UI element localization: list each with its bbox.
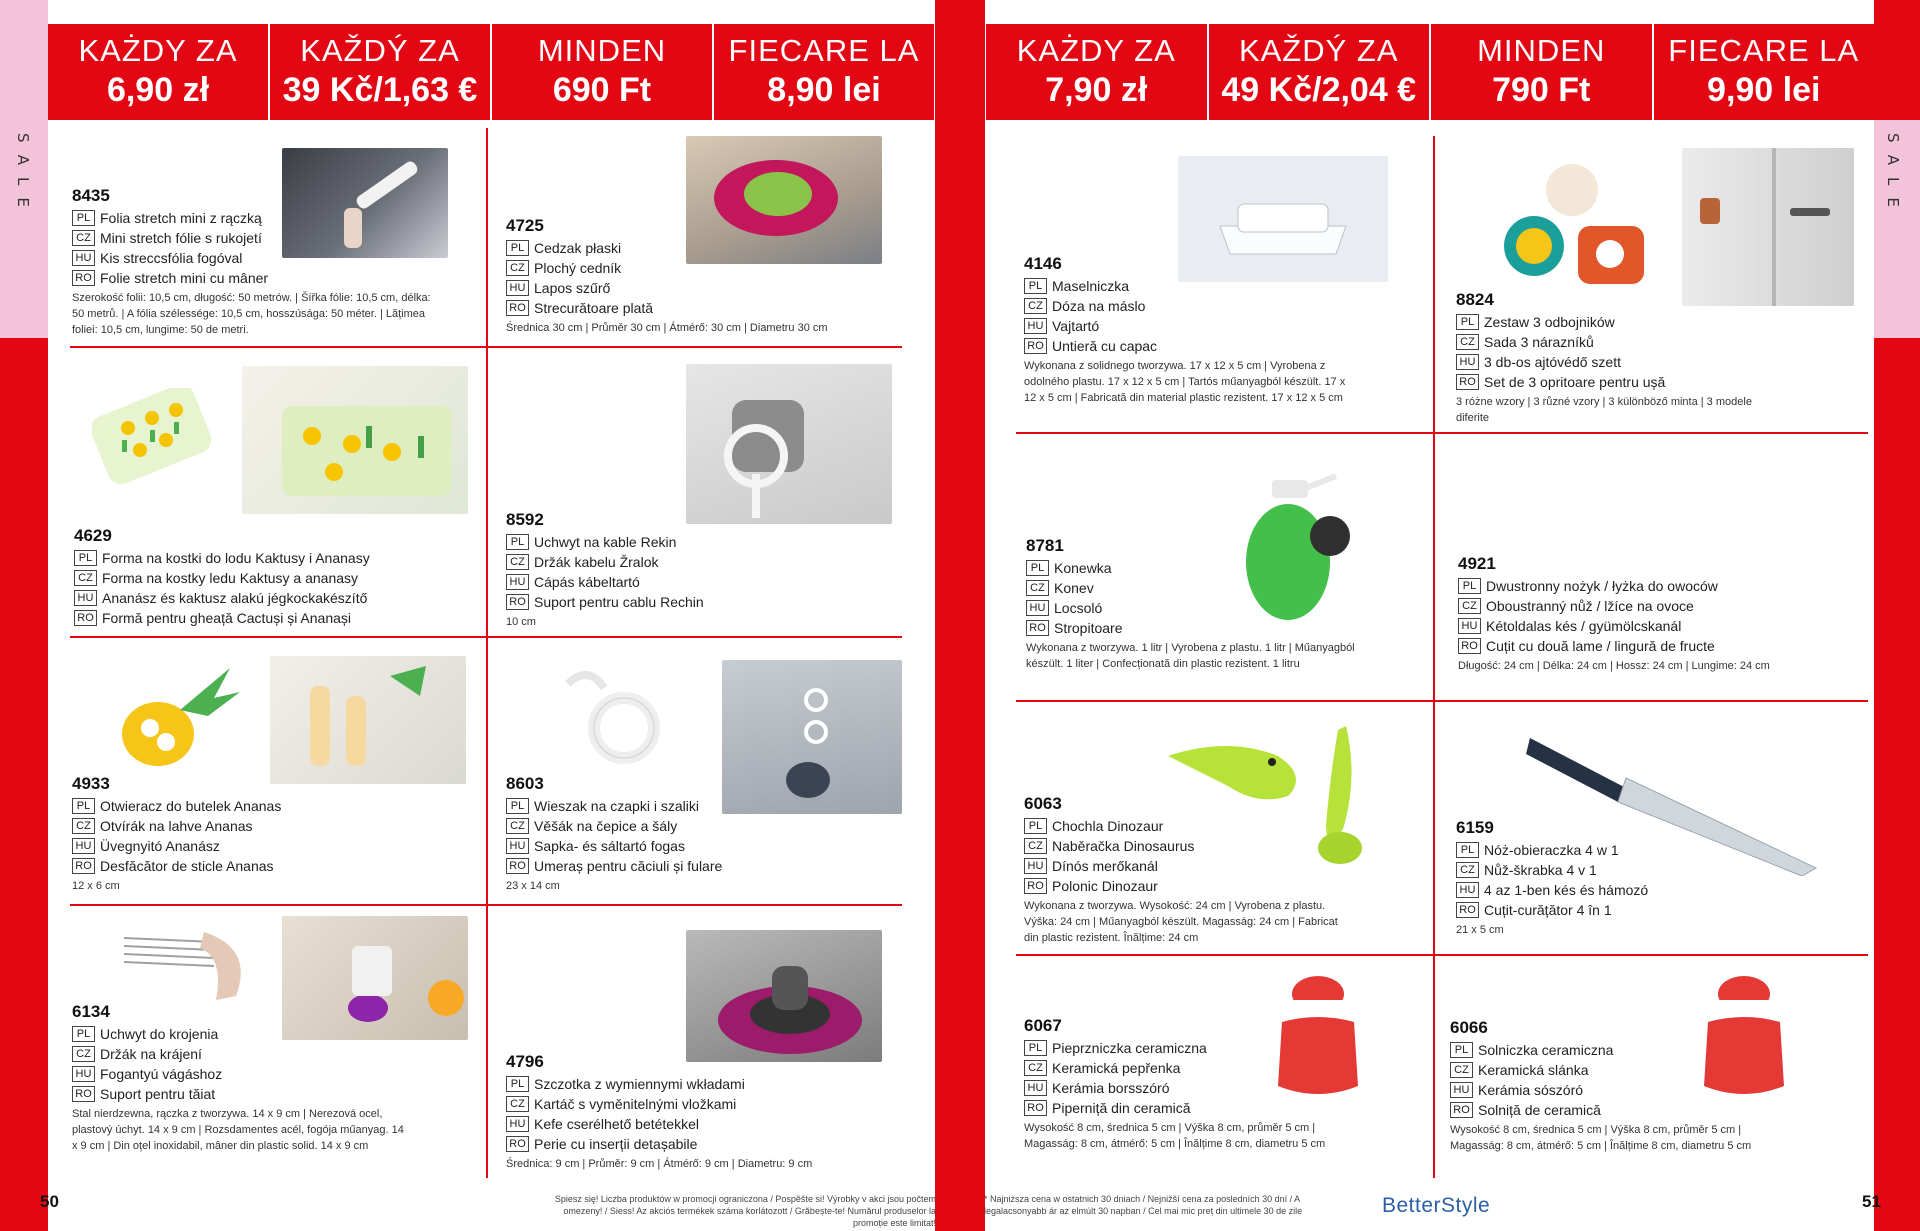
product-description: Średnica: 9 cm | Průměr: 9 cm | Átmérő: 9 cm | Diametru: 9 cm [506,1158,813,1170]
label-hu: HU Sapka- és sáltartó fogas [506,836,806,856]
product-code: 4921 [1458,554,1496,573]
product-6134 [72,1002,412,1154]
label-ro: RO Set de 3 opritoare pentru ușă [1456,372,1786,392]
label-pl: PL Cedzak płaski [506,238,896,258]
product-4921 [1458,554,1778,674]
label-hu: HU 4 az 1-ben kés és hámozó [1456,880,1756,900]
product-description: 23 x 14 cm [506,880,560,892]
label-cz: CZ Otvírák na lahve Ananas [72,816,492,836]
label-hu: HU Kefe cserélhető betétekkel [506,1114,896,1134]
grid-divider [70,636,902,638]
product-4933 [72,774,492,894]
product-8592 [506,510,806,630]
product-image-slicing-holder [104,918,254,1014]
label-hu: HU Lapos szűrő [506,278,896,298]
label-hu: HU Kis streccsfólia fogóval [72,248,432,268]
label-cz: CZ Dóza na máslo [1024,296,1354,316]
product-description: 12 x 6 cm [72,880,120,892]
label-cz: CZ Konev [1026,578,1356,598]
grid-divider [1433,136,1435,1178]
label-ro: RO Solniță de ceramică [1450,1100,1770,1120]
product-image-ice-tray-small [92,388,216,484]
product-6066 [1450,1018,1770,1154]
grid-divider [1016,700,1868,702]
product-description: Wykonana z tworzywa. 1 litr | Vyrobena z plastu. 1 litr | Műanyagból készült. 1 liter | Confecționată din plastic rezistent. 1 litru [1026,642,1355,670]
label-ro: RO Formă pentru gheață Cactuși și Ananași [74,608,494,628]
page-number-left: 50 [40,1192,59,1211]
product-image-opener-photo [270,656,466,784]
label-pl: PL Folia stretch mini z rączką [72,208,432,228]
label-cz: CZ Keramická pepřenka [1024,1058,1344,1078]
product-code: 4146 [1024,254,1062,273]
center-red-gutter [935,0,985,1231]
product-image-pineapple-opener [110,658,240,778]
product-image-door-photo [1682,148,1854,306]
product-code: 4796 [506,1052,544,1071]
left-price-band [48,24,934,120]
grid-divider [1016,954,1868,956]
label-hu: HU Fogantyú vágáshoz [72,1064,412,1084]
product-code: 6134 [72,1002,110,1021]
label-hu: HU Locsoló [1026,598,1356,618]
product-description: 3 różne wzory | 3 různé vzory | 3 különböző minta | 3 modele diferite [1456,396,1752,424]
product-description: Wysokość 8 cm, średnica 5 cm | Výška 8 cm, průměr 5 cm | Magasság: 8 cm, átmérő: 5 cm | Înălțime 8 cm, diametru 5 cm [1450,1124,1752,1152]
product-code: 8592 [506,510,544,529]
product-code: 4933 [72,774,110,793]
label-cz: CZ Plochý cedník [506,258,896,278]
product-code: 8781 [1026,536,1064,555]
right-price-band [986,24,1874,120]
product-description: Szerokość folii: 10,5 cm, długość: 50 metrów. | Šířka fólie: 10,5 cm, délka: 50 metrů. | A fólia szélessége: 10,5 cm, hosszúsága: 50 méter. | Lățimea foliei: 10,5 cm, lungime: 50 de metri. [72,292,431,336]
label-hu: HU Cápás kábeltartó [506,572,806,592]
label-hu: HU 3 db-os ajtóvédő szett [1456,352,1786,372]
label-ro: RO Polonic Dinozaur [1024,876,1344,896]
price-cell: FIECARE LA 9,90 lei [1652,24,1875,120]
sale-label-right: SALE [1884,133,1902,219]
label-ro: RO Folie stretch mini cu mâner [72,268,432,288]
label-ro: RO Cuțit cu două lame / lingură de fructe [1458,636,1778,656]
label-cz: CZ Keramická slánka [1450,1060,1770,1080]
product-description: Długość: 24 cm | Délka: 24 cm | Hossz: 24 cm | Lungime: 24 cm [1458,660,1770,672]
label-ro: RO Desfăcător de sticle Ananas [72,856,492,876]
label-cz: CZ Kartáč s vyměnitelnými vložkami [506,1094,896,1114]
brand-logo: BetterStyle [1382,1194,1491,1217]
product-description: Wykonana z tworzywa. Wysokość: 24 cm | Vyrobena z plastu. Výška: 24 cm | Műanyagból készült. Magasság: 24 cm | Fabricat din plastic rezistent. Înălțime: 24 cm [1024,900,1338,944]
price-cell: KAŽDÝ ZA 49 Kč/2,04 € [1207,24,1430,120]
label-pl: PL Forma na kostki do lodu Kaktusy i Ananasy [74,548,494,568]
label-cz: CZ Věšák na čepice a šály [506,816,806,836]
product-4146 [1024,254,1354,406]
label-ro: RO Suport pentru tăiat [72,1084,412,1104]
footer-note-left: Spiesz się! Liczba produktów w promocji ograniczona / Pospěšte si! Výrobky v akci jsou počtem omezeny! / Siess! Az akciós termékek száma korlátozott / Grăbește-te! Numărul produselor la promoție este limitat! [554,1194,936,1228]
label-pl: PL Otwieracz do butelek Ananas [72,796,492,816]
product-code: 4629 [74,526,112,545]
price-cell: MINDEN 790 Ft [1429,24,1652,120]
label-pl: PL Dwustronny nożyk / łyżka do owoców [1458,576,1778,596]
label-ro: RO Umeraș pentru căciuli și fulare [506,856,806,876]
footer-note-right: * Najniższa cena w ostatnich 30 dniach / Nejnižší cena za posledních 30 dní / A legalacsonyabb ár az elmúlt 30 napban / Cel mai mic preț din ultimele 30 de zile [984,1194,1303,1216]
product-8603 [506,774,806,894]
price-cell: MINDEN 690 Ft [490,24,712,120]
label-pl: PL Szczotka z wymiennymi wkładami [506,1074,896,1094]
label-cz: CZ Sada 3 nárazníků [1456,332,1786,352]
label-pl: PL Solniczka ceramiczna [1450,1040,1770,1060]
product-4629 [74,526,494,628]
product-image-cable-holder [686,364,892,524]
price-cell: KAŻDY ZA 6,90 zł [78,33,238,109]
product-6159 [1456,818,1756,938]
label-ro: RO Strecurătoare plată [506,298,896,318]
label-pl: PL Maselniczka [1024,276,1354,296]
product-8781 [1026,536,1356,672]
label-cz: CZ Oboustranný nůž / lžíce na ovoce [1458,596,1778,616]
product-description: Wysokość 8 cm, średnica 5 cm | Výška 8 cm, průměr 5 cm | Magasság: 8 cm, átmérő: 5 cm | Înălțime 8 cm, diametru 5 cm [1024,1122,1326,1150]
product-8824 [1456,290,1786,426]
product-code: 8824 [1456,290,1494,309]
product-image-brush [686,930,882,1062]
product-description: Stal nierdzewna, rączka z tworzywa. 14 x 9 cm | Nerezová ocel, plastový úchyt. 14 x 9 cm | Rozsdamentes acél, fogója műanyag. 14 x 9 cm | Din oțel inoxidabil, mâner din plastic solid. 14 x 9 cm [72,1108,404,1152]
label-pl: PL Uchwyt na kable Rekin [506,532,806,552]
product-code: 8435 [72,186,110,205]
label-cz: CZ Držák na krájení [72,1044,412,1064]
product-code: 6066 [1450,1018,1488,1037]
product-4725 [506,216,896,336]
price-cell: FIECARE LA 8,90 lei [712,24,934,120]
product-description: Średnica 30 cm | Průměr 30 cm | Átmérő: 30 cm | Diametru 30 cm [506,322,828,334]
grid-divider [1016,432,1868,434]
product-image-hanger-ring [548,664,690,774]
product-6063 [1024,794,1344,946]
label-ro: RO Stropitoare [1026,618,1356,638]
label-cz: CZ Forma na kostky ledu Kaktusy a ananasy [74,568,494,588]
label-hu: HU Vajtartó [1024,316,1354,336]
label-hu: HU Ananász és kaktusz alakú jégkockakészítő [74,588,494,608]
product-code: 6159 [1456,818,1494,837]
product-code: 6063 [1024,794,1062,813]
product-image-ice-tray-photo [242,366,468,514]
label-ro: RO Untieră cu capac [1024,336,1354,356]
label-pl: PL Wieszak na czapki i szaliki [506,796,806,816]
product-description: Wykonana z solidnego tworzywa. 17 x 12 x 5 cm | Vyrobena z odolného plastu. 17 x 12 x 5 cm | Tartós műanyagból készült. 17 x 12 x 5 cm | Fabricată din material plastic rezistent. 17 x 12 x 5 cm [1024,360,1346,404]
product-code: 6067 [1024,1016,1062,1035]
price-cell: KAŻDY ZA 7,90 zł [1016,33,1176,109]
page-number-right: 51 [1862,1192,1881,1211]
grid-divider [486,128,488,1178]
label-hu: HU Kerámia borsszóró [1024,1078,1344,1098]
label-hu: HU Üvegnyitó Ananász [72,836,492,856]
price-cell: KAŽDÝ ZA 39 Kč/1,63 € [268,24,490,120]
grid-divider [70,346,902,348]
label-cz: CZ Nůž-škrabka 4 v 1 [1456,860,1756,880]
label-hu: HU Kerámia sószóró [1450,1080,1770,1100]
sale-label-left: SALE [14,133,32,219]
label-pl: PL Pieprzniczka ceramiczna [1024,1038,1344,1058]
label-pl: PL Nóż-obieraczka 4 w 1 [1456,840,1756,860]
label-ro: RO Piperniță din ceramică [1024,1098,1344,1118]
label-pl: PL Chochla Dinozaur [1024,816,1344,836]
label-ro: RO Cuțit-curățător 4 în 1 [1456,900,1756,920]
label-cz: CZ Držák kabelu Žralok [506,552,806,572]
label-hu: HU Dínós merőkanál [1024,856,1344,876]
product-description: 10 cm [506,616,536,628]
product-6067 [1024,1016,1344,1152]
label-ro: RO Perie cu inserții detașabile [506,1134,896,1154]
grid-divider [70,904,902,906]
product-description: 21 x 5 cm [1456,924,1504,936]
label-pl: PL Uchwyt do krojenia [72,1024,412,1044]
label-cz: CZ Mini stretch fólie s rukojetí [72,228,432,248]
label-hu: HU Kétoldalas kés / gyümölcskanál [1458,616,1778,636]
label-ro: RO Suport pentru cablu Rechin [506,592,806,612]
label-pl: PL Zestaw 3 odbojników [1456,312,1786,332]
product-image-door-stoppers [1492,160,1662,286]
label-cz: CZ Naběračka Dinosaurus [1024,836,1344,856]
product-4796 [506,1052,896,1172]
product-8435 [72,186,432,338]
product-code: 4725 [506,216,544,235]
product-code: 8603 [506,774,544,793]
label-pl: PL Konewka [1026,558,1356,578]
